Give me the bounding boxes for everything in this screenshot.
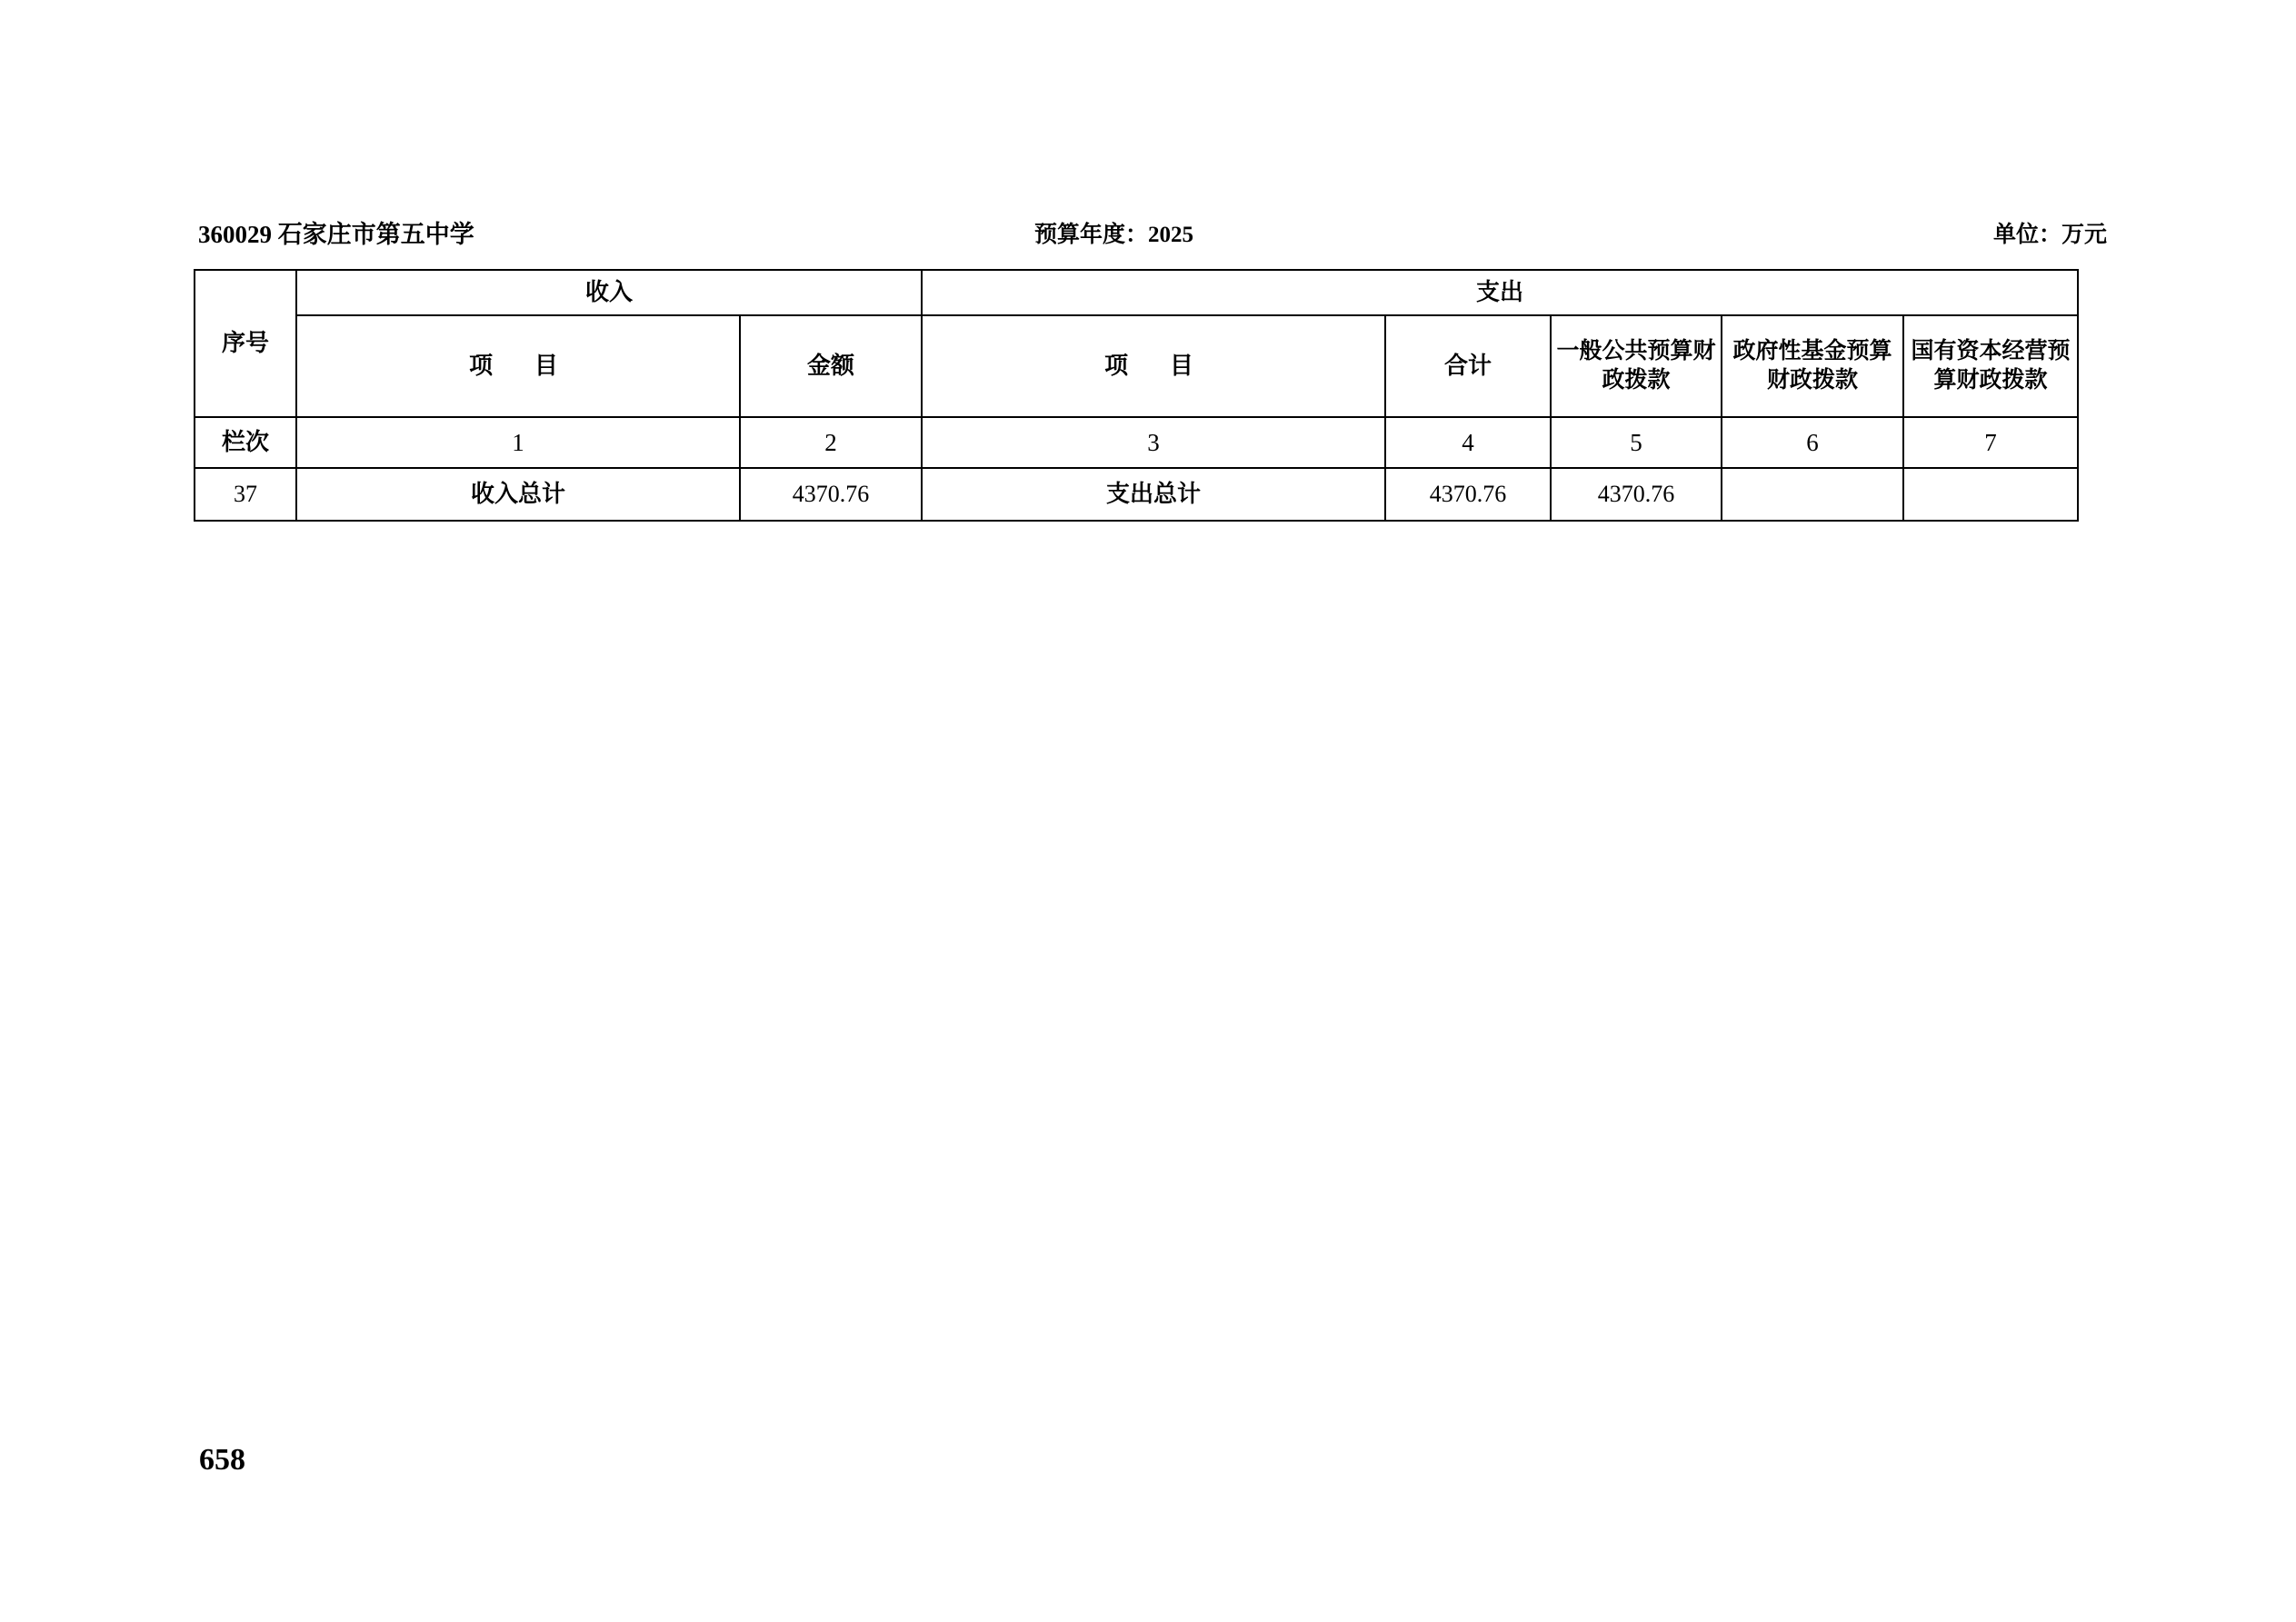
header-cell-income-amount: 金额	[740, 315, 922, 417]
unit-title: 360029 石家庄市第五中学	[198, 221, 474, 248]
column-index-4: 4	[1385, 417, 1551, 468]
page-number: 658	[199, 1443, 245, 1477]
column-index-2: 2	[740, 417, 922, 468]
column-index-7: 7	[1903, 417, 2078, 468]
column-index-3: 3	[922, 417, 1385, 468]
header-cell-exp-total: 合计	[1385, 315, 1551, 417]
cell-seq: 37	[195, 468, 296, 521]
cell-exp-total: 4370.76	[1385, 468, 1551, 521]
budget-summary-table	[194, 269, 2079, 522]
currency-unit: 单位：万元	[1992, 223, 2107, 247]
column-index-5: 5	[1551, 417, 1722, 468]
cell-soe-capital	[1903, 468, 2078, 521]
group-header-income: 收入	[296, 270, 922, 315]
header-cell-exp-item: 项 目	[922, 315, 1385, 417]
column-index-1: 1	[296, 417, 740, 468]
table-row	[195, 468, 2078, 521]
header-cell-income-item: 项 目	[296, 315, 740, 417]
header-cell-gov-fund: 政府性基金预算财政拨款	[1722, 315, 1903, 417]
header-cell-general-public: 一般公共预算财政拨款	[1551, 315, 1722, 417]
cell-gov-fund	[1722, 468, 1903, 521]
cell-exp-item: 支出总计	[922, 468, 1385, 521]
budget-year: 预算年度：2025	[1034, 223, 1194, 247]
column-index-6: 6	[1722, 417, 1903, 468]
table-column-index-row	[195, 417, 2078, 468]
table-column-header-row	[195, 315, 2078, 417]
header-cell-seq: 序号	[195, 270, 296, 417]
cell-general-public: 4370.76	[1551, 468, 1722, 521]
header-cell-soe-capital: 国有资本经营预算财政拨款	[1903, 315, 2078, 417]
document-header	[198, 214, 2107, 251]
cell-income-amount: 4370.76	[740, 468, 922, 521]
cell-income-item: 收入总计	[296, 468, 740, 521]
table-group-header-row	[195, 270, 2078, 315]
column-index-label: 栏次	[195, 417, 296, 468]
group-header-expenditure: 支出	[922, 270, 2078, 315]
